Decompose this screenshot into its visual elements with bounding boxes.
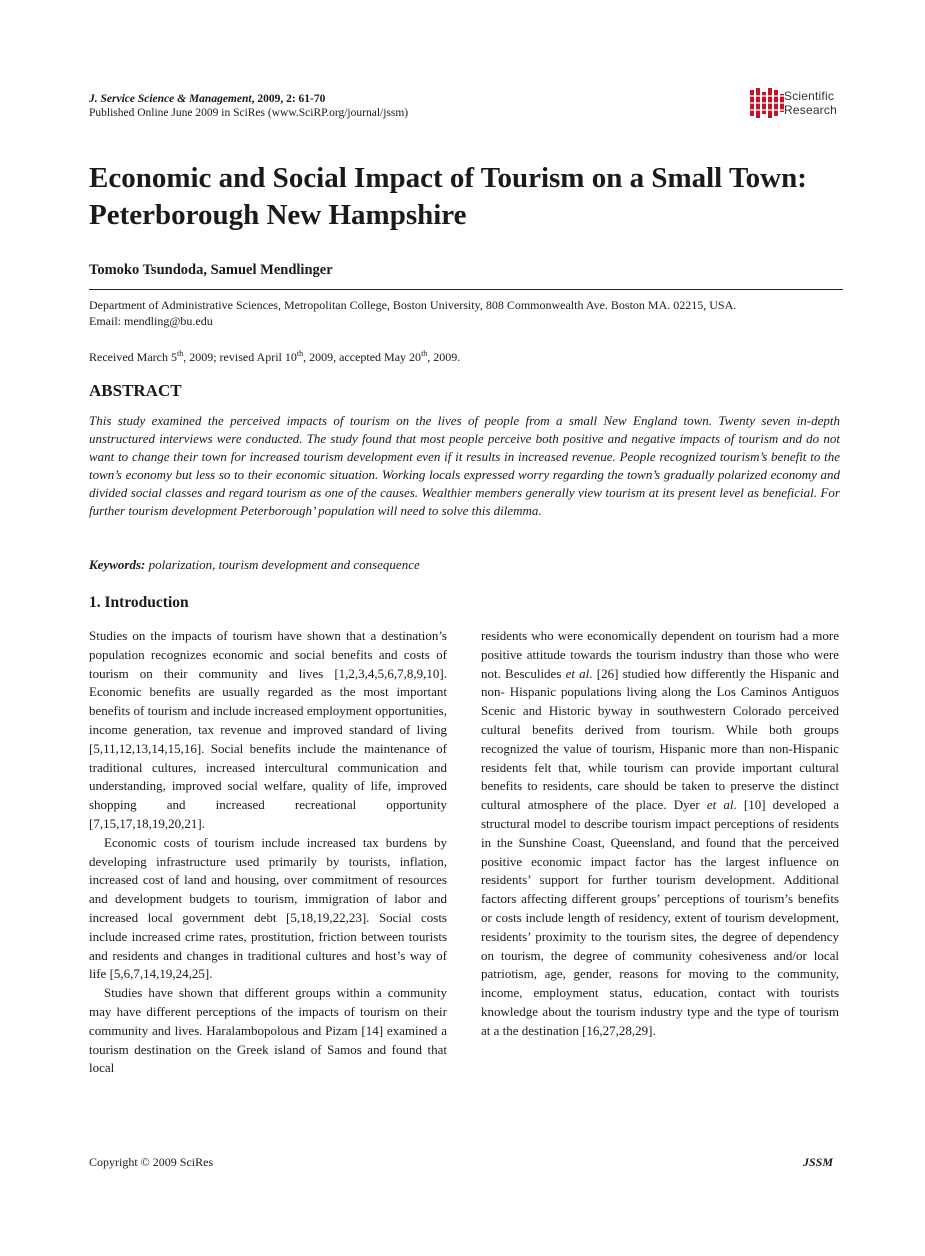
revised-date: , 2009; revised April 10	[183, 350, 297, 364]
right-column	[481, 627, 839, 1041]
text-run: . [26] studied how differently the Hispanic and non- Hispanic populations living along the Los Caminos Antiguos Scenic and Historic byway in southwestern Colorado perceived cultural benefits derived from tourism. While both groups recognized the value of tourism, Hispanic more than non-Hispanic residents felt that, while tourism can provide important cultural benefits to residents, care should be taken to preserve the distinct cultural atmosphere of the place. Dyer	[481, 665, 840, 813]
section-heading-introduction: 1. Introduction	[89, 594, 189, 611]
paragraph: Studies on the impacts of tourism have shown that a destination’s population recognizes economic and social benefits and costs of tourism on their community and lives [1,2,3,4,5,6,7,8,9,10]. Economic benefits are usually regarded as the most important benefits of tourism and include increased employment opportunities, income generation, tax revenue and improved standard of living [5,11,12,13,14,15,16]. Social benefits include the maintenance of traditional cultures, increased intercultural communication and understanding, improved social welfare, quality of life, improved shopping and increased recreational opportunity [7,15,17,18,19,20,21].	[89, 628, 447, 831]
header-divider	[89, 289, 843, 290]
paragraph	[481, 627, 839, 1041]
et-al: et al	[706, 797, 734, 813]
abstract-heading: ABSTRACT	[89, 381, 182, 400]
paper-title: Economic and Social Impact of Tourism on a Small Town: Peterborough New Hampshire	[89, 162, 807, 231]
logo-text-research: Research	[784, 103, 837, 117]
footer-copyright: Copyright © 2009 SciRes	[89, 1155, 214, 1169]
journal-citation	[89, 92, 325, 106]
logo-mark-icon	[750, 88, 784, 118]
affiliation: Department of Administrative Sciences, Metropolitan College, Boston University, 808 Commonwealth Ave. Boston MA. 02215, USA.	[89, 298, 737, 312]
logo-text-scientific: Scientific	[784, 89, 835, 103]
accepted-sup: th	[421, 349, 428, 358]
scientific-research-logo	[750, 88, 838, 118]
left-column	[89, 627, 447, 1078]
email: Email: mendling@bu.edu	[89, 314, 213, 328]
received-sup: th	[176, 349, 184, 358]
keywords-label: Keywords:	[89, 557, 146, 572]
keywords	[89, 556, 420, 574]
received-date: Received March 5	[89, 350, 177, 364]
text-run: residents who were economically dependent on tourism had a more positive attitude towards the tourism industry than those who were not. Besculides	[481, 628, 839, 681]
paragraph: Economic costs of tourism include increased tax burdens by developing infrastructure used primarily by tourists, inflation, increased cost of land and housing, over commitment of resources and development budgets to tourism, immigration of labor and increased local government debt [5,18,19,22,23]. Social costs include increased crime rates, prostitution, friction between tourists and residents and changes in traditional cultures and host’s way of life [5,6,7,14,19,24,25].	[89, 834, 447, 982]
text-run: . [10] developed a structural model to describe tourism impact perceptions of residents in the Sunshine Coast, Queensland, and found that the perceived positive economic impact factor has the largest influence on residents’ support for further tourism development. Additional factors affecting different groups’ perceptions of tourism’s benefits or costs include length of residency, extent of tourism development, residents’ proximity to the tourism sites, the degree of dependency on tourism, the degree of community cohesiveness and/or local patriotism, age, gender, reasons for moving to the community, income, employment status, education, contact with tourists knowledge about the tourism industry type and the type of tourism at a the destination [16,27,28,29].	[481, 797, 840, 1038]
authors: Tomoko Tsundoda, Samuel Mendlinger	[89, 262, 333, 278]
et-al: et al	[565, 665, 590, 681]
paragraph: Studies have shown that different groups within a community may have different perceptions of the impacts of tourism on their community and lives. Haralambopolous and Pizam [14] examined a tourism destination on the Greek island of Samos and found that local	[89, 985, 447, 1076]
journal-volume: , 2009, 2: 61-70	[251, 93, 326, 105]
received-dates	[89, 346, 460, 365]
journal-name: J. Service Science & Management	[89, 93, 252, 105]
accepted-year: , 2009.	[427, 350, 461, 364]
revised-sup: th	[296, 349, 304, 358]
abstract-body: This study examined the perceived impacts of tourism on the lives of people from a small New England town. Twenty seven in-depth unstructured interviews were conducted. The study found that most people perceive both positive and negative impacts of tourism and do not want to change their town for increased tourism development even if it results in increased revenue. People recognized tourism’s benefit to the town’s economy but less so to their economic situation. Working locals expressed worry regarding the town’s gradually polarized economy and divided social classes and regard tourism as one of the causes. Wealthier members generally view tourism at its present level as beneficial. For further tourism development Peterborough’ population will need to solve this dilemma.	[89, 413, 840, 519]
affiliation-block	[89, 297, 849, 329]
published-line: Published Online June 2009 in SciRes (www.SciRP.org/journal/jssm)	[89, 107, 409, 119]
keywords-text: polarization, tourism development and consequence	[148, 557, 420, 572]
footer-journal: JSSM	[803, 1155, 834, 1169]
accepted-date: , 2009, accepted May 20	[303, 350, 422, 364]
